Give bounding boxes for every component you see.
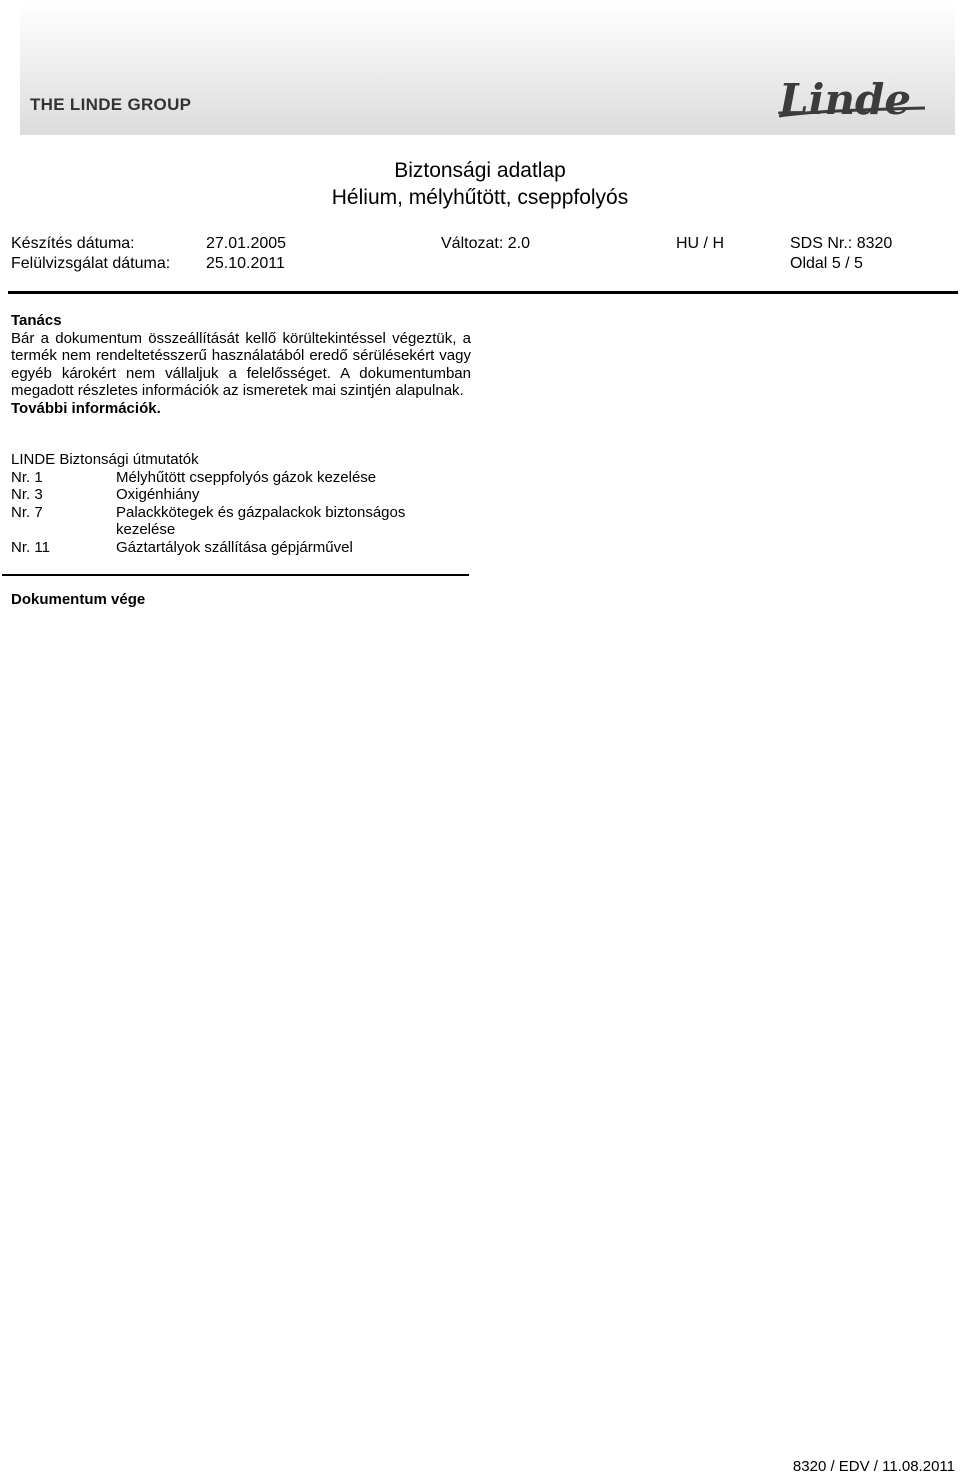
locale: HU / H <box>676 235 724 252</box>
created-value: 27.01.2005 <box>206 235 287 252</box>
header-divider <box>8 291 958 294</box>
linde-brand-logo-text: Linde <box>779 75 912 124</box>
footer-code: 8320 / EDV / 11.08.2011 <box>792 1458 955 1475</box>
guide-row <box>11 486 471 504</box>
guide-row <box>11 539 471 557</box>
sds-value: 8320 <box>856 235 893 252</box>
guide-number: Nr. 1 <box>11 468 43 486</box>
guide-title: Palackkötegek és gázpalackok biztonságos kezelése <box>116 503 406 539</box>
version-value: 2.0 <box>507 235 530 252</box>
guide-row <box>11 504 471 539</box>
sds-label: SDS Nr.: <box>790 235 853 252</box>
advice-section <box>11 312 471 418</box>
guide-number: Nr. 11 <box>11 538 50 556</box>
guide-number: Nr. 7 <box>11 503 43 521</box>
advice-body: Bár a dokumentum összeállítását kellő körültekintéssel végeztük, a termék nem rendeltetésszerű használatából eredő sérülésekért vagy egyéb károkért nem vállaljuk a felelősséget. A dokumentumban megadott részletes információk az ismeretek mai szintjén alapulnak. <box>11 329 471 400</box>
advice-heading: Tanács <box>11 312 62 329</box>
document-title: Biztonsági adatlap <box>394 159 566 182</box>
version-field <box>441 235 530 253</box>
linde-brand-logo <box>775 72 935 128</box>
end-divider <box>2 574 469 576</box>
created-label: Készítés dátuma: <box>11 235 135 252</box>
page-label: Oldal <box>790 255 828 272</box>
more-info-heading: További információk. <box>11 399 161 417</box>
guides-title: LINDE Biztonsági útmutatók <box>11 451 199 468</box>
page-number <box>790 255 863 273</box>
guide-title: Oxigénhiány <box>116 486 200 504</box>
version-label: Változat: <box>441 235 504 252</box>
guide-title: Gáztartályok szállítása gépjárművel <box>116 538 353 556</box>
guide-title: Mélyhűtött cseppfolyós gázok kezelése <box>116 468 377 486</box>
product-name: Hélium, mélyhűtött, cseppfolyós <box>331 186 629 209</box>
page-value: 5 / 5 <box>831 255 863 272</box>
revised-value: 25.10.2011 <box>206 255 285 272</box>
revised-label: Felülvizsgálat dátuma: <box>11 255 171 272</box>
safety-guides <box>11 451 471 557</box>
guide-row <box>11 469 471 487</box>
sds-number <box>790 235 892 253</box>
linde-group-logo: THE LINDE GROUP <box>30 95 192 114</box>
end-of-document: Dokumentum vége <box>11 591 146 608</box>
guide-number: Nr. 3 <box>11 486 43 504</box>
